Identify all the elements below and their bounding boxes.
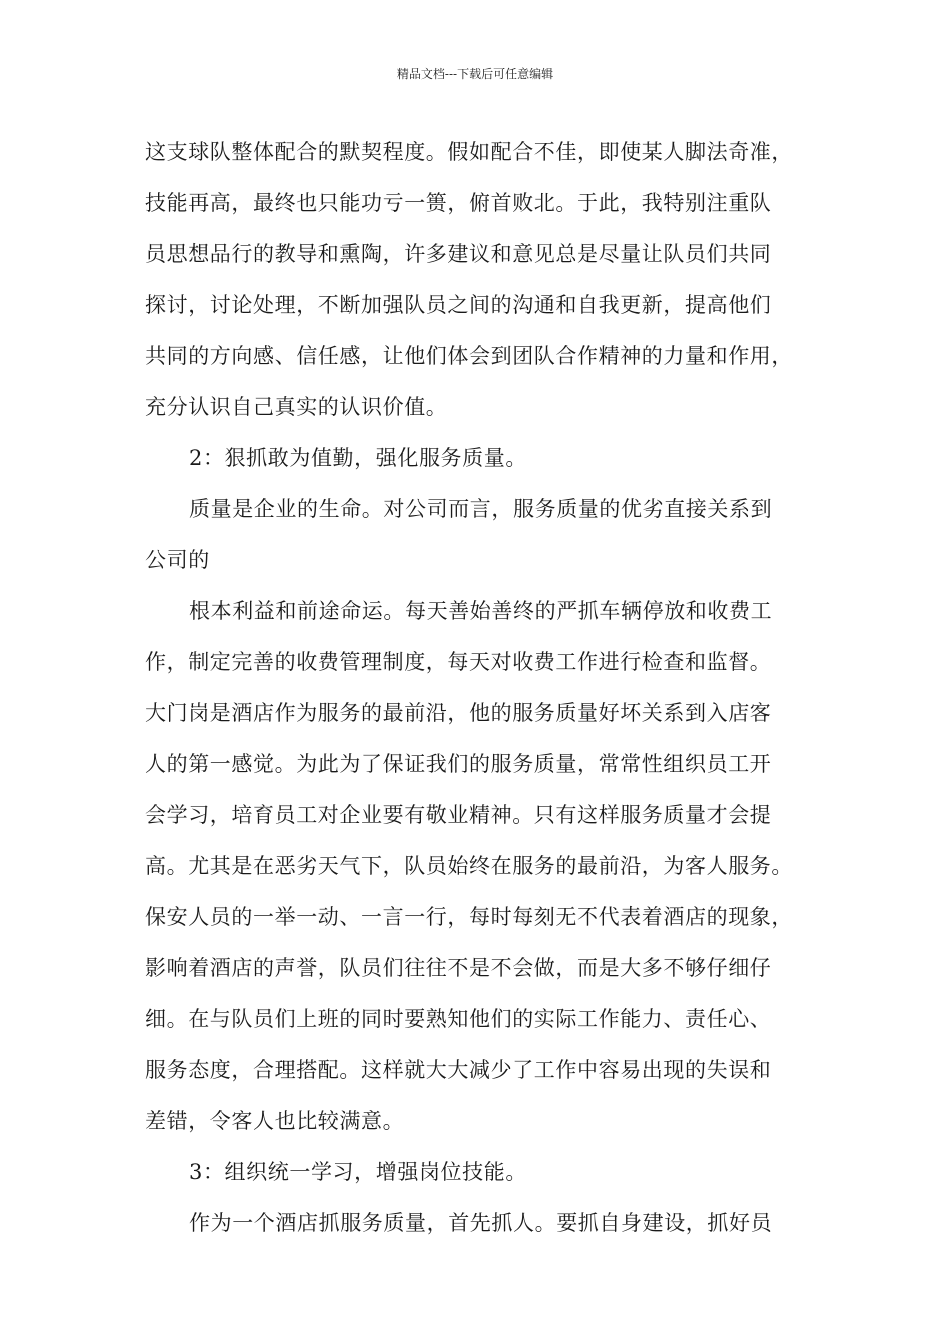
text-line: 探讨，讨论处理，不断加强队员之间的沟通和自我更新，提高他们 [145,293,772,317]
text-line: 员思想品行的教导和熏陶，许多建议和意见总是尽量让队员们共同 [145,242,772,266]
text-line: 差错，令客人也比较满意。 [145,1109,405,1133]
text-line: 根本利益和前途命运。每天善始善终的严抓车辆停放和收费工 [189,599,773,623]
text-line: 细。在与队员们上班的同时要熟知他们的实际工作能力、责任心、 [145,1007,772,1031]
text-line: 作，制定完善的收费管理制度，每天对收费工作进行检查和监督。 [145,650,772,674]
text-line: 服务态度，合理搭配。这样就大大减少了工作中容易出现的失误和 [145,1058,772,1082]
text-line: 作为一个酒店抓服务质量，首先抓人。要抓自身建设，抓好员 [189,1211,773,1235]
text-line: 技能再高，最终也只能功亏一篑，俯首败北。于此，我特别注重队 [145,191,772,215]
text-line: 这支球队整体配合的默契程度。假如配合不佳，即使某人脚法奇准， [145,140,793,164]
text-line: 影响着酒店的声誉，队员们往往不是不会做，而是大多不够仔细仔 [145,956,772,980]
text-line: 大门岗是酒店作为服务的最前沿，他的服务质量好坏关系到入店客 [145,701,772,725]
text-line: 质量是企业的生命。对公司而言，服务质量的优劣直接关系到 [189,497,773,521]
text-line: 充分认识自己真实的认识价值。 [145,395,448,419]
text-line: 会学习，培育员工对企业要有敬业精神。只有这样服务质量才会提 [145,803,772,827]
text-line: 共同的方向感、信任感，让他们体会到团队合作精神的力量和作用， [145,344,793,368]
text-line: 公司的 [145,548,210,572]
text-line: 人的第一感觉。为此为了保证我们的服务质量，常常性组织员工开 [145,752,772,776]
text-line: 保安人员的一举一动、一言一行，每时每刻无不代表着酒店的现象， [145,905,793,929]
section-heading: 2：狠抓敢为值勤，强化服务质量。 [189,446,527,470]
page-header: 精品文档---下载后可任意编辑 [396,67,554,81]
section-heading: 3：组织统一学习，增强岗位技能。 [189,1160,527,1184]
body-text [145,132,825,1254]
text-line: 高。尤其是在恶劣天气下，队员始终在服务的最前沿，为客人服务。 [145,854,793,878]
